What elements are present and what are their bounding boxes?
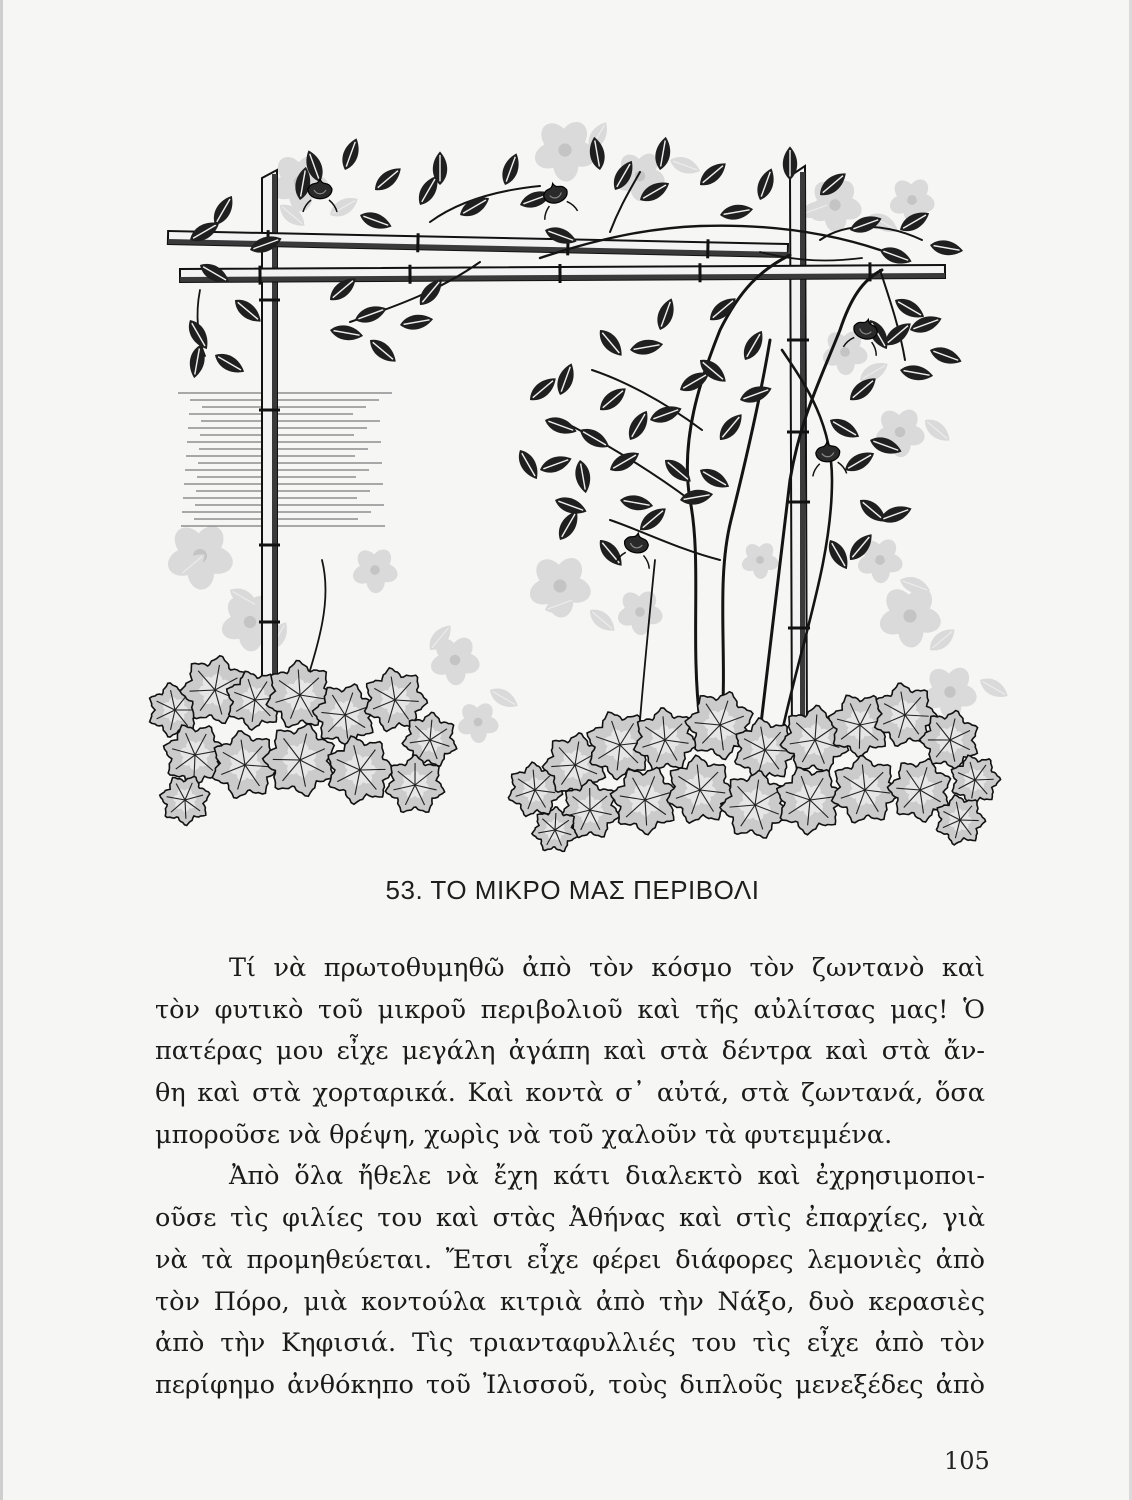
text-line: ἀπὸ τὴν Κηφισιά. Τὶς τριανταφυλλιές του τὶς εἶχε ἀπὸ τὸν xyxy=(155,1328,985,1359)
leaf xyxy=(498,151,523,187)
leaf xyxy=(899,363,935,383)
pale-leaf xyxy=(585,604,619,636)
leaf xyxy=(329,323,365,343)
leaf xyxy=(696,464,732,493)
leaf xyxy=(739,327,768,363)
text-line: πατέρας μου εἶχε μεγάλη ἀγάπη καὶ στὰ δέντρα καὶ στὰ ἄν- xyxy=(155,1036,985,1067)
text-line: οῦσε τὶς φιλίες του καὶ στὰς Ἀθήνας καὶ στὶς ἐπαρχίες, γιὰ xyxy=(155,1203,985,1234)
leaf xyxy=(553,361,578,397)
leaf xyxy=(653,296,678,332)
ground-bushes xyxy=(150,647,1011,859)
text-line: μποροῦσε νὰ θρέψη, χωρὶς νὰ τοῦ χαλοῦν τὰ φυτεμμένα. xyxy=(155,1119,893,1150)
leaf xyxy=(753,166,778,202)
leaf xyxy=(576,424,612,453)
leaf xyxy=(719,202,755,222)
pale-flower xyxy=(455,700,500,744)
leaf xyxy=(595,383,630,416)
rose-blossom xyxy=(810,441,847,477)
leaf xyxy=(525,373,560,406)
pale-leaf xyxy=(920,414,954,446)
leaf xyxy=(594,325,627,360)
leaf xyxy=(606,447,642,476)
text-line: θη καὶ στὰ χορταρικά. Καὶ κοντὰ σ᾽ αὐτά, στὰ ζωντανά, ὅσα xyxy=(155,1078,985,1109)
leaf xyxy=(338,136,363,172)
leaf xyxy=(594,535,627,570)
leaf xyxy=(629,337,665,357)
pale-flower xyxy=(740,540,781,579)
text-line: Ἀπὸ ὅλα ἤθελε νὰ ἔχη κάτι διαλεκτὸ καὶ ἐχρησιμοποι- xyxy=(229,1161,985,1192)
pale-flower xyxy=(531,117,599,182)
pale-leaf xyxy=(976,674,1011,703)
leaf xyxy=(370,163,405,196)
bamboo-crossbar-lower xyxy=(180,262,945,285)
leaf xyxy=(353,302,389,327)
leaf xyxy=(714,410,747,445)
leaf xyxy=(543,413,579,438)
page-number: 105 xyxy=(944,1447,990,1475)
leaf xyxy=(855,494,890,527)
leaf xyxy=(679,487,715,507)
chapter-title: 53. ΤΟ ΜΙΚΡΟ ΜΑΣ ΠΕΡΙΒΟΛΙ xyxy=(385,875,760,905)
text-line: Τί νὰ πρωτοθυμηθῶ ἀπὸ τὸν κόσμο τὸν ζωντανὸ καὶ xyxy=(229,953,985,983)
leaf xyxy=(538,452,574,477)
leaf xyxy=(187,344,207,380)
body-text xyxy=(155,948,985,1407)
leaf xyxy=(705,293,740,326)
pale-leaf xyxy=(667,153,702,178)
leaf xyxy=(928,343,964,368)
leaf xyxy=(929,238,965,258)
text-line: περίφημο ἀνθόκηπο τοῦ Ἰλισσοῦ, τοὺς διπλοῦς μενεξέδες ἀπὸ xyxy=(155,1369,985,1400)
leaf xyxy=(365,334,400,367)
leaf xyxy=(358,208,394,233)
vine-stem xyxy=(640,560,655,720)
hatching-lines xyxy=(178,393,392,526)
text-line: τὸν φυτικὸ τοῦ μικροῦ περιβολιοῦ καὶ τῆς αὐλίτσας μας! Ὁ xyxy=(155,994,985,1025)
text-line: τὸν Πόρο, μιὰ κοντούλα κιτριὰ ἀπὸ τὴν Νάξο, δυὸ κερασιὲς xyxy=(155,1286,985,1317)
leaf xyxy=(826,414,862,443)
leaf xyxy=(824,536,853,572)
pale-flower xyxy=(615,588,665,636)
leaf xyxy=(573,459,593,495)
leaf xyxy=(211,349,247,378)
pale-leaf xyxy=(326,193,361,222)
leaf xyxy=(624,407,653,443)
text-line: νὰ τὰ προμηθεύεται. Ἔτσι εἶχε φέρει διάφορες λεμονιὲς ἀπὸ xyxy=(155,1244,985,1275)
leaf xyxy=(399,312,435,332)
leaf xyxy=(695,158,730,191)
leaf xyxy=(619,493,655,513)
leaf xyxy=(514,446,543,482)
leaf xyxy=(738,382,774,407)
pale-flower xyxy=(350,546,400,594)
vine-stems xyxy=(198,172,922,732)
